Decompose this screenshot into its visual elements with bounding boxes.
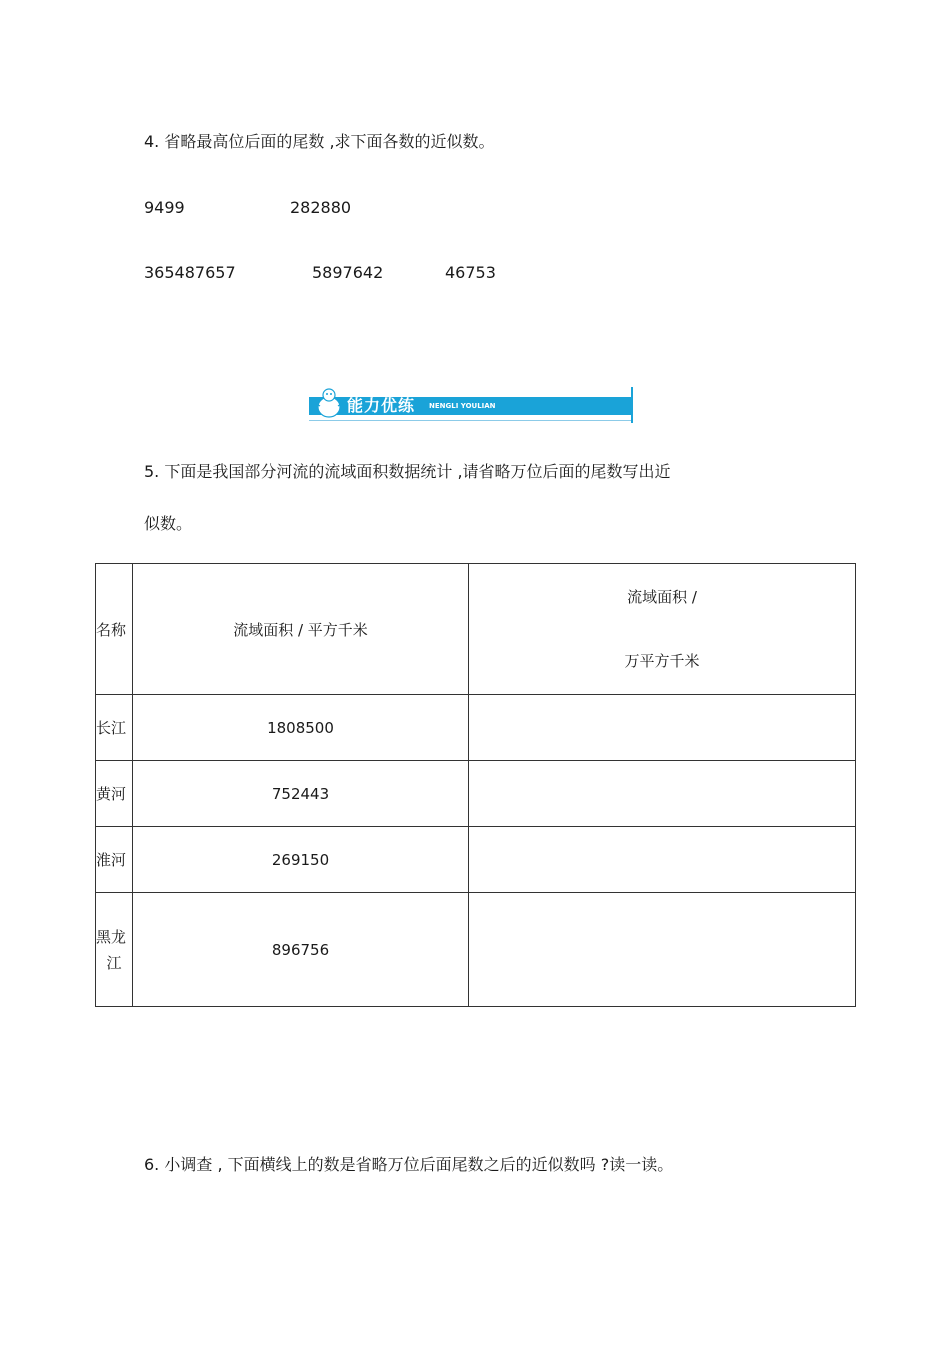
table-row [96, 695, 856, 761]
banner-subtitle: NENGLI YOULIAN [429, 402, 496, 410]
river-area: 752443 [133, 761, 469, 827]
river-name-line-1: 黑龙 [96, 927, 127, 946]
river-name: 淮河 [96, 827, 133, 893]
header-area-km2: 流域面积 / 平方千米 [133, 564, 469, 695]
banner-underline [309, 420, 633, 421]
river-name-line-2: 江 [106, 953, 122, 972]
table-header-row [96, 564, 856, 695]
question-5-line-1: 5. 下面是我国部分河流的流域面积数据统计 ,请省略万位后面的尾数写出近 [144, 462, 671, 481]
river-name: 黄河 [96, 761, 133, 827]
question-5-line-2: 似数。 [144, 514, 193, 533]
q4-number: 5897642 [312, 263, 384, 282]
banner-title: 能力优练 [347, 396, 416, 415]
mascot-icon [311, 385, 347, 423]
answer-cell[interactable] [469, 761, 856, 827]
q4-number: 46753 [445, 263, 496, 282]
question-6-title: 6. 小调查 , 下面横线上的数是省略万位后面尾数之后的近似数吗 ?读一读。 [144, 1155, 674, 1174]
answer-cell[interactable] [469, 893, 856, 1007]
table-row [96, 761, 856, 827]
river-name: 长江 [96, 695, 133, 761]
answer-cell[interactable] [469, 827, 856, 893]
header-name: 名称 [96, 564, 133, 695]
header-area-wan-line-2: 万平方千米 [624, 652, 700, 670]
river-name [96, 893, 133, 1007]
river-area: 269150 [133, 827, 469, 893]
q4-number: 9499 [144, 198, 185, 217]
q4-number: 365487657 [144, 263, 236, 282]
q4-number: 282880 [290, 198, 352, 217]
answer-cell[interactable] [469, 695, 856, 761]
question-4-title: 4. 省略最高位后面的尾数 ,求下面各数的近似数。 [144, 132, 495, 151]
river-area: 1808500 [133, 695, 469, 761]
river-area: 896756 [133, 893, 469, 1007]
table-row [96, 893, 856, 1007]
section-banner [309, 385, 633, 423]
table-row [96, 827, 856, 893]
header-area-wan-line-1: 流域面积 / [627, 588, 697, 606]
banner-edge [631, 387, 633, 423]
river-area-table [95, 563, 856, 1007]
header-area-wan [469, 564, 856, 695]
